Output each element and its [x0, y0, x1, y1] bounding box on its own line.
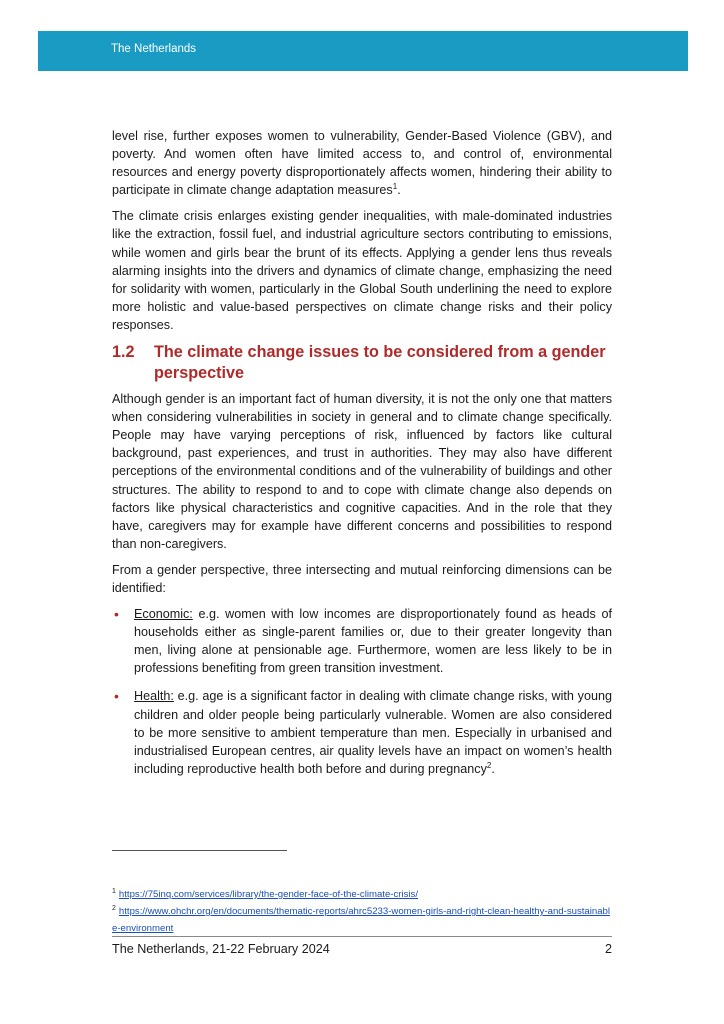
footer-divider [112, 936, 612, 937]
paragraph: level rise, further exposes women to vulnerability, Gender-Based Violence (GBV), and poverty. And women often have limited access to, and control of, environmental resources and energy poverty disproportionately affects women, hindering their ability to participate in climate change adaptation measures$^1$. [112, 129, 612, 198]
bullet-term: Health: [134, 689, 174, 704]
footnote-link[interactable]: https://75inq.com/services/library/the-gender-face-of-the-climate-crisis/ [118, 889, 419, 900]
footer-text: The Netherlands, 21-22 February 2024 [112, 942, 330, 956]
header-band [38, 31, 688, 71]
paragraph: Although gender is an important fact of human diversity, it is not the only one that matters when considering vulnerabilities in society in general and to climate change specifically. People may have varying perceptions of risk, influenced by factors like cultural background, past experiences, and trust in authorities. They may also have different perceptions of the environmental conditions and of the vulnerability of buildings and other structures. The ability to respond to and to cope with climate change also depends on factors like physical characteristics and cognitive capacities. And in the role that they have, caregivers may for example have different concerns and possibilities to respond than non-caregivers. [112, 392, 612, 551]
header-title: The Netherlands [111, 43, 197, 55]
footnotes [112, 886, 612, 937]
paragraph: From a gender perspective, three intersecting and mutual reinforcing dimensions can be identified: [112, 562, 612, 595]
section-heading [112, 342, 612, 384]
paragraph: The climate crisis enlarges existing gender inequalities, with male-dominated industries like the extraction, fossil fuel, and industrial agriculture sectors contributing to emissions, while women and girls bear the brunt of its effects. Applying a gender lens thus reveals alarming insights into the drivers and dynamics of climate change, emphasizing the need for solidarity with women, particularly in the Global South underlining the need to explore more holistic and value-based perspectives on climate change risks and their policy responses. [112, 209, 612, 332]
page-number: 2 [604, 942, 612, 956]
footnote-ref[interactable]: 2 [486, 760, 492, 770]
page-footer [112, 942, 612, 956]
bullet-text: e.g. age is a significant factor in dealing with climate change risks, with young children and older people being particularly vulnerable. Women are also considered to be more sensitive to ambient temperature than men. Especially in urbanised and industrialised European centres, air quality levels have an impact on women’s health including reproductive health both before and during pregnancy [134, 689, 612, 776]
section-title: The climate change issues to be considered from a gender perspective [154, 343, 606, 383]
bullet-term: Economic: [134, 607, 193, 622]
footnote-ref[interactable]: 1 [392, 182, 398, 192]
footnote: $^2$ https://www.ohchr.org/en/documents/thematic-reports/ahrc5233-women-girls-and-right-clean-healthy-and-sustainable-environment [112, 904, 611, 934]
bullet-icon: • [114, 688, 119, 705]
footnote-link[interactable]: https://www.ohchr.org/en/documents/thematic-reports/ahrc5233-women-girls-and-right-clean-healthy-and-sustainable-environment [112, 906, 611, 934]
list-item: • Health: e.g. age is a significant factor in dealing with climate change risks, with young children and older people being particularly vulnerable. Women are also considered to be more sensitive to ambient temperature than men. Especially in urbanised and industrialised European centres, air quality levels have an impact on women’s health including reproductive health both before and during pregnancy$^2$. [114, 688, 612, 776]
bullet-icon: • [114, 606, 119, 623]
dimension-list [112, 605, 612, 778]
footnote-divider [112, 850, 287, 851]
main-content [112, 127, 612, 788]
bullet-text: e.g. women with low incomes are disproportionately found as heads of households either as single-parent families or, due to their greater longevity than men, living alone at pensionable age. Furthermore, women are less likely to be in professions benefiting from green transition investment. [134, 607, 612, 676]
section-number: 1.2 [112, 343, 135, 362]
list-item [112, 605, 612, 677]
footnote: $^1$ https://75inq.com/services/library/the-gender-face-of-the-climate-crisis/ [112, 887, 419, 900]
